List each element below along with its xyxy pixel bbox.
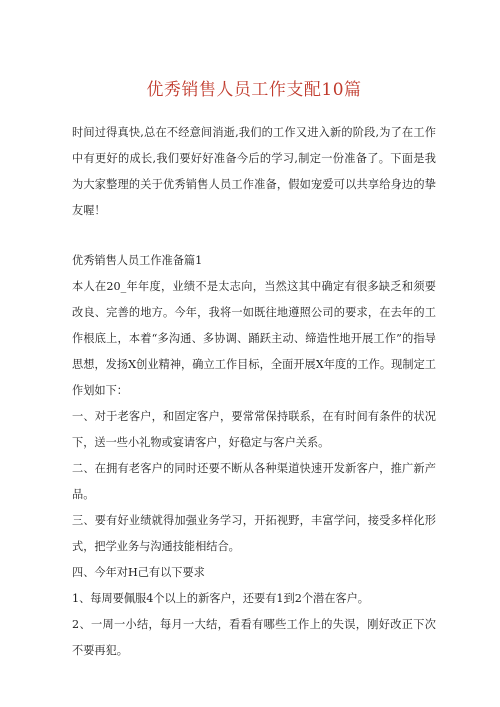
body-paragraph-2: 一、对于老客户，和固定客户，要常常保持联系，在有时间有条件的状况下，送一些小礼物或宴请客户，好稳定与客户关系。: [72, 410, 436, 449]
section-title: 优秀销售人员工作准备篇1: [72, 254, 203, 267]
body-paragraph-7: 2、一周一小结，每月一大结，看看有哪些工作上的失误，刚好改正下次不要再犯。: [72, 618, 436, 657]
body-paragraph-6: 1、每周要佩服4个以上的新客户，还要有1到2个潜在客户。: [72, 592, 369, 605]
body-paragraph-1: 本人在20_年年度，业绩不是太志向，当然这其中确定有很多缺乏和须要改良、完善的地方。今年，我将一如既往地遵照公司的要求，在去年的工作根底上，本着“多沟通、多协调、踊跃主动、缔造性地开展工作”的指导思想，发扬X创业精神，确立工作目标，全面开展X年度的工作。现制定工作划如下：: [72, 280, 436, 397]
document-title: 优秀销售人员工作支配10篇: [146, 80, 362, 100]
body-paragraph-4: 三、要有好业绩就得加强业务学习，开拓视野，丰富学问，接受多样化形式，把学业务与沟通技能相结合。: [72, 514, 436, 553]
body-paragraph-3: 二、在拥有老客户的同时还要不断从各种渠道快速开发新客户，推广新产品。: [72, 462, 436, 501]
intro-paragraph: 时间过得真快,总在不经意间消逝,我们的工作又进入新的阶段,为了在工作中有更好的成长,我们要好好准备今后的学习,制定一份准备了。下面是我为大家整理的关于优秀销售人员工作准备，假如宠爱可以共享给身边的挚友喔！: [72, 126, 436, 217]
body-paragraph-5: 四、今年对H己有以下要求: [72, 566, 205, 579]
